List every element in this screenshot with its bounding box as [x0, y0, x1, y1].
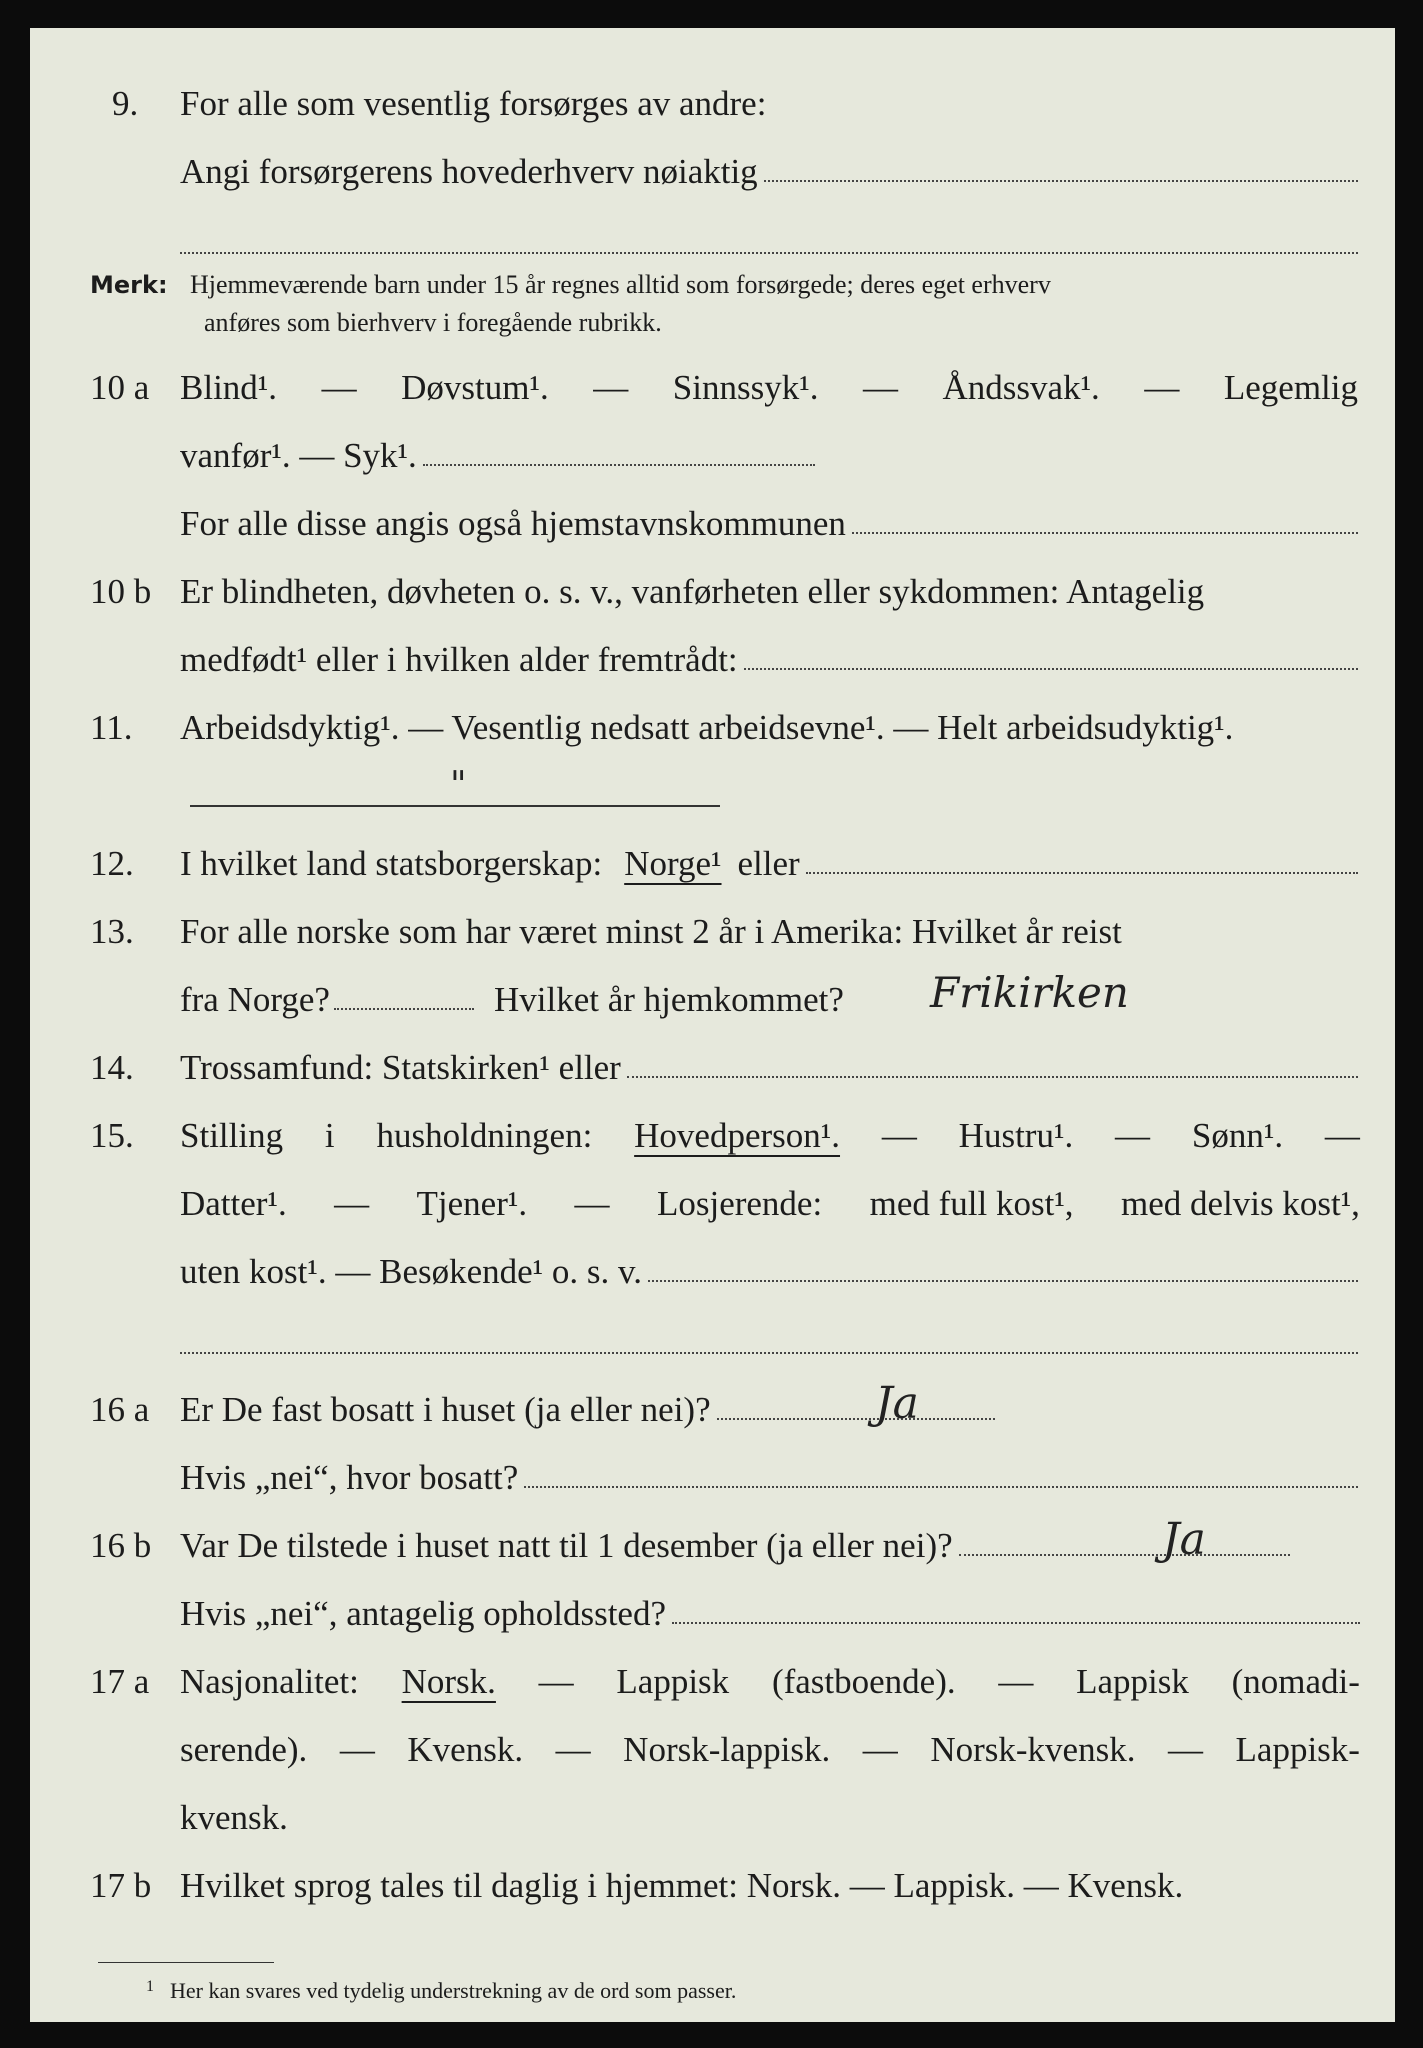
- question-number: 10 b: [90, 572, 152, 611]
- answer-leader: [423, 464, 815, 466]
- question-number: 11.: [90, 708, 133, 747]
- form-word: Sønn¹.: [1191, 1116, 1284, 1155]
- form-word: —: [1115, 1116, 1151, 1155]
- merk-line1: [190, 270, 1358, 300]
- form-word: i: [324, 1116, 335, 1155]
- form-word: —: [1168, 1730, 1203, 1769]
- question-number: 9.: [112, 84, 139, 123]
- form-word: Norsk-kvensk.: [930, 1730, 1136, 1769]
- q10a-line1: [180, 368, 1358, 408]
- q16a-line2-text: Hvis „nei“, hvor bosatt?: [180, 1458, 519, 1497]
- q16b-line1: [180, 1526, 1290, 1566]
- handwritten-answer: Ja: [875, 1378, 919, 1429]
- form-word: Norsk-lappisk.: [623, 1730, 831, 1769]
- q10a-line3-text: For alle disse angis også hjemstavnskommunen: [180, 504, 846, 543]
- q15-line1: [180, 1116, 1360, 1156]
- q15-line2: [180, 1184, 1360, 1224]
- q14-line: [180, 1048, 1358, 1088]
- form-word: Legemlig: [1223, 368, 1358, 407]
- form-word: (fastboende).: [771, 1662, 956, 1701]
- form-word: Kvensk.: [407, 1730, 524, 1769]
- form-word: Nasjonalitet:: [180, 1662, 359, 1701]
- scan-border-bottom: [0, 2022, 1423, 2048]
- question-number: 14.: [90, 1048, 134, 1087]
- question-number: 16 b: [90, 1526, 152, 1565]
- q9-line1: [180, 84, 900, 124]
- q14-text: Trossamfund: Statskirken¹ eller: [180, 1048, 621, 1087]
- q17a-line3: [180, 1798, 288, 1838]
- answer-leader: [959, 1554, 1290, 1556]
- answer-leader: [180, 1352, 1358, 1354]
- q16b-line1-text: Var De tilstede i huset natt til 1 desember (ja eller nei)?: [180, 1526, 953, 1565]
- q15-line3: [180, 1252, 1358, 1292]
- form-word: Døvstum¹.: [401, 368, 549, 407]
- scan-border-left: [0, 0, 30, 2048]
- answer-leader: [744, 668, 1358, 670]
- q12-line: [180, 844, 1358, 884]
- footnote-text: Her kan svares ved tydelig understrekning av de ord som passer.: [170, 1978, 737, 2003]
- q12-prefix: I hvilket land statsborgerskap:: [180, 844, 603, 883]
- q10a-line2: [180, 436, 815, 476]
- form-word: (nomadi-: [1231, 1662, 1360, 1701]
- form-word: —: [862, 368, 898, 407]
- question-number: 13.: [90, 912, 134, 951]
- answer-leader: [648, 1280, 1358, 1282]
- q16a-line1: [180, 1390, 995, 1430]
- answer-leader: [672, 1622, 1360, 1624]
- form-word: —: [538, 1662, 574, 1701]
- answer-leader: [717, 1418, 995, 1420]
- answer-leader: [627, 1076, 1358, 1078]
- merk-line2: anføres som bierhverv i foregående rubrikk.: [204, 308, 662, 337]
- footnote-rule: [98, 1962, 274, 1963]
- q13-line1: [180, 912, 1360, 952]
- form-word: —: [593, 368, 629, 407]
- form-word: husholdningen:: [376, 1116, 593, 1155]
- question-number: 15.: [90, 1116, 134, 1155]
- q13-line2b: Hvilket år hjemkommet?: [493, 980, 844, 1019]
- q12-norge-option: Norge¹: [624, 844, 722, 883]
- answer-leader: [524, 1486, 1358, 1488]
- footnote-mark: 1: [146, 1978, 154, 1995]
- q17a-line2: [180, 1730, 1360, 1770]
- q12-suffix: eller: [737, 844, 800, 883]
- form-word: Norsk.: [401, 1662, 496, 1701]
- q13-line1-text: For alle norske som har været minst 2 år i Amerika: Hvilket år reist: [180, 912, 1122, 951]
- answer-leader: [806, 872, 1358, 874]
- answer-leader: [852, 532, 1358, 534]
- form-word: —: [1324, 1116, 1360, 1155]
- form-word: Lappisk: [1076, 1662, 1189, 1701]
- q17b-line1: [180, 1866, 1362, 1906]
- question-number: 10 a: [90, 368, 150, 407]
- form-word: Sinnssyk¹.: [672, 368, 819, 407]
- merk-line1-text: Hjemmeværende barn under 15 år regnes alltid som forsørgede; deres eget erhverv: [190, 270, 1051, 299]
- form-word: Datter¹.: [180, 1184, 287, 1223]
- form-word: —: [574, 1184, 610, 1223]
- form-word: med delvis kost¹,: [1120, 1184, 1360, 1223]
- handwritten-answer: Ja: [1162, 1514, 1206, 1565]
- q9-line2: [180, 152, 1358, 192]
- form-word: Blind¹.: [180, 368, 278, 407]
- answer-leader: [764, 180, 1358, 182]
- form-word: —: [881, 1116, 917, 1155]
- form-word: serende).: [180, 1730, 308, 1769]
- form-word: Lappisk: [616, 1662, 730, 1701]
- form-word: —: [334, 1184, 370, 1223]
- form-word: Hustru¹.: [958, 1116, 1074, 1155]
- form-word: —: [339, 1730, 375, 1769]
- q10b-line2-text: medfødt¹ eller i hvilken alder fremtrådt:: [180, 640, 738, 679]
- form-word: Hovedperson¹.: [634, 1116, 841, 1155]
- q13-line2: [180, 980, 1358, 1020]
- handwritten-answer: Frikirken: [930, 968, 1129, 1017]
- merk-label: Merk:: [90, 271, 168, 299]
- form-word: —: [998, 1662, 1034, 1701]
- form-word: Stilling: [180, 1116, 284, 1155]
- q17b-line1-text: Hvilket sprog tales til daglig i hjemmet: Norsk. — Lappisk. — Kvensk.: [180, 1866, 1184, 1905]
- question-number: 17 a: [90, 1662, 150, 1701]
- form-word: Åndssvak¹.: [942, 368, 1100, 407]
- q17a-line1: [180, 1662, 1360, 1702]
- answer-leader: [180, 252, 1358, 254]
- q10a-line2-text: vanfør¹. — Syk¹.: [180, 436, 417, 475]
- form-word: Tjener¹.: [416, 1184, 528, 1223]
- form-word: —: [1144, 368, 1180, 407]
- q11-line1-text: Arbeidsdyktig¹. — Vesentlig nedsatt arbeidsevne¹. — Helt arbeidsudyktig¹.: [180, 708, 1234, 747]
- answer-leader: [334, 1008, 474, 1010]
- q16b-line2: [180, 1594, 1360, 1634]
- form-word: —: [862, 1730, 898, 1769]
- q13-line2a: fra Norge?: [180, 980, 330, 1019]
- q10b-line1: [180, 572, 1360, 612]
- form-word: Losjerende:: [656, 1184, 823, 1223]
- q17a-line3-text: kvensk.: [180, 1798, 288, 1837]
- q10b-line1-text: Er blindheten, døvheten o. s. v., vanførheten eller sykdommen: Antagelig: [180, 572, 1205, 611]
- q16a-line1-text: Er De fast bosatt i huset (ja eller nei)?: [180, 1390, 711, 1429]
- scan-border-right: [1395, 0, 1423, 2048]
- q16a-line2: [180, 1458, 1358, 1498]
- form-word: Lappisk-: [1235, 1730, 1360, 1769]
- question-number: 16 a: [90, 1390, 150, 1429]
- q10b-line2: [180, 640, 1358, 680]
- q16b-line2-text: Hvis „nei“, antagelig opholdssted?: [180, 1594, 666, 1633]
- scan-border-top: [0, 0, 1423, 28]
- q11-line1: [180, 708, 1360, 748]
- question-number: 12.: [90, 844, 134, 883]
- form-word: —: [555, 1730, 591, 1769]
- q9-line2-text: Angi forsørgerens hovederhverv nøiaktig: [180, 152, 758, 191]
- q9-line1-text: For alle som vesentlig forsørges av andre:: [180, 84, 767, 123]
- handwritten-answer: ": [450, 765, 467, 806]
- q15-line3-text: uten kost¹. — Besøkende¹ o. s. v.: [180, 1252, 643, 1291]
- question-number: 17 b: [90, 1866, 152, 1905]
- form-word: —: [321, 368, 357, 407]
- form-word: med full kost¹,: [869, 1184, 1074, 1223]
- q10a-line3: [180, 504, 1358, 544]
